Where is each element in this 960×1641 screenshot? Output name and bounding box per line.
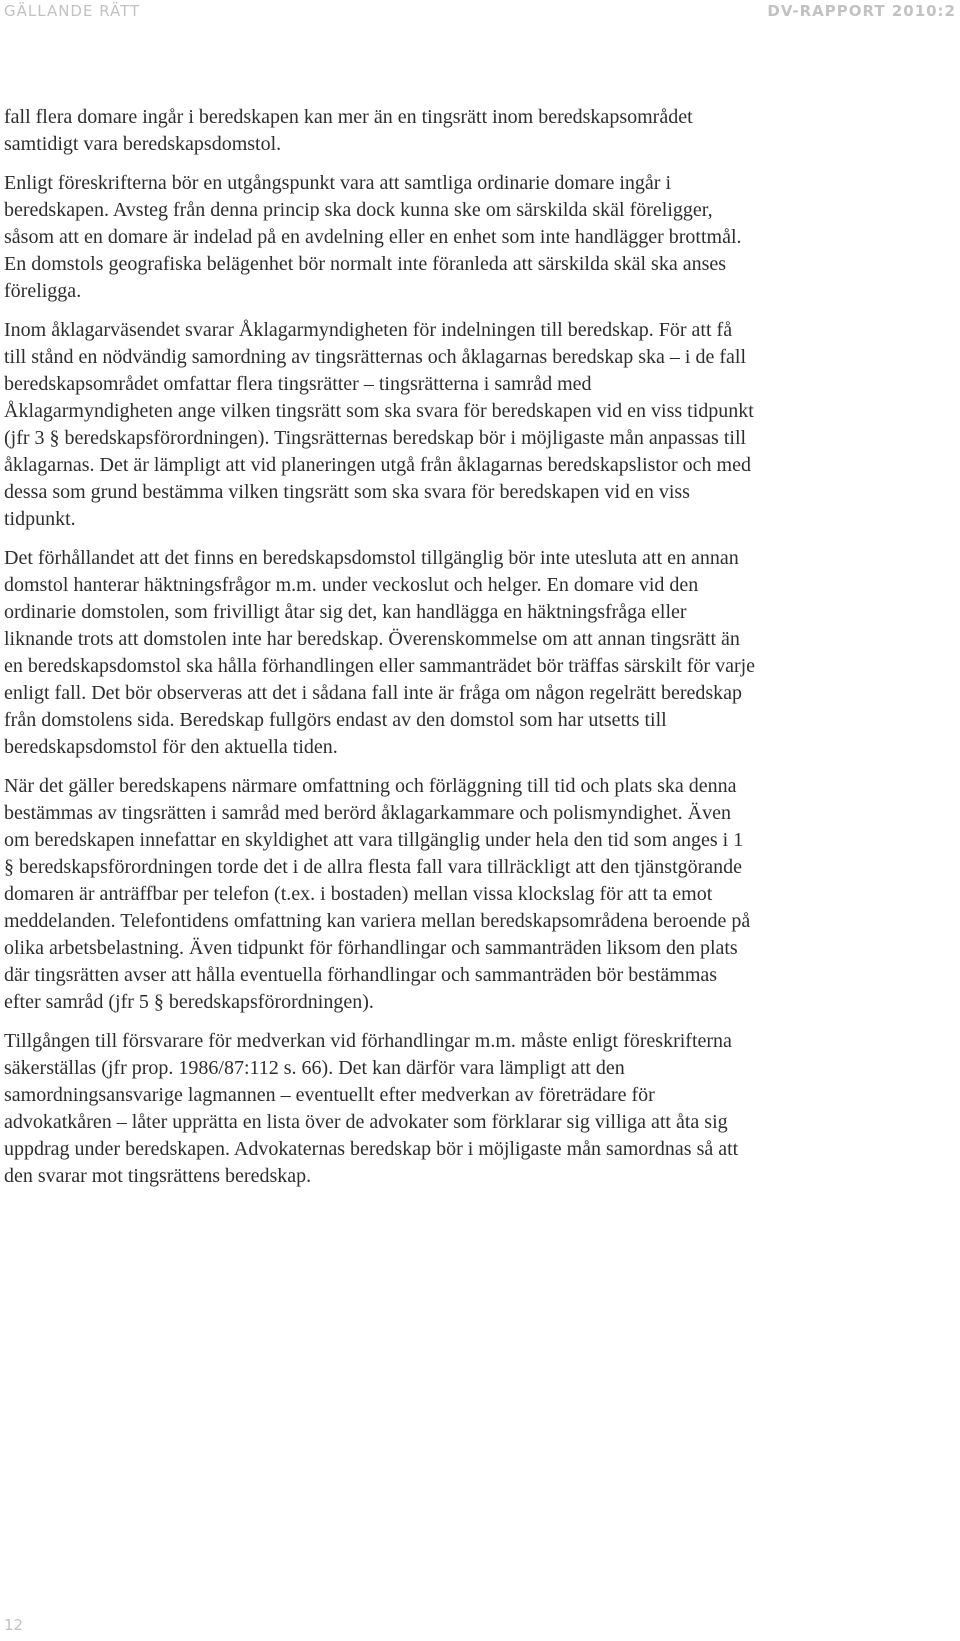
paragraph: Det förhållandet att det finns en beredskapsdomstol tillgänglig bör inte utesluta att en annan domstol hanterar häktningsfrågor m.m. under veckoslut och helger. En domare vid den ordinarie domstolen, som frivilligt åtar sig det, kan handlägga en häktningsfråga eller liknande trots att domstolen inte har beredskap. Överenskommelse om att annan tingsrätt än en beredskapsdomstol ska hålla förhandlingen eller sammanträdet bör träffas särskilt för varje enligt fall. Det bör observeras att det i sådana fall inte är fråga om någon regelrätt beredskap från domstolens sida. Beredskap fullgörs endast av den domstol som har utsetts till beredskapsdomstol för den aktuella tiden. [4, 547, 756, 758]
paragraph: När det gäller beredskapens närmare omfattning och förläggning till tid och plats ska denna bestämmas av tingsrätten i samråd med berörd åklagarkammare och polismyndighet. Även om beredskapen innefattar en skyldighet att vara tillgänglig under hela den tid som anges i 1 § beredskapsförordningen torde det i de allra flesta fall vara tillräckligt att den tjänstgörande domaren är anträffbar per telefon (t.ex. i bostaden) mellan vissa klockslag för att ta emot meddelanden. Telefontidens omfattning kan variera mellan beredskapsområdena beroende på olika arbetsbelastning. Även tidpunkt för förhandlingar och sammanträden liksom den plats där tingsrätten avser att hålla eventuella förhandlingar och sammanträden bör bestämmas efter samråd (jfr 5 § beredskapsförordningen). [4, 775, 751, 1013]
paragraph: Enligt föreskrifterna bör en utgångspunkt vara att samtliga ordinarie domare ingår i beredskapen. Avsteg från denna princip ska dock kunna ske om särskilda skäl föreligger, såsom att en domare är indelad på en avdelning eller en enhet som inte handlägger brottmål. En domstols geografiska belägenhet bör normalt inte föranleda att särskilda skäl ska anses föreligga. [4, 172, 742, 302]
paragraph: Inom åklagarväsendet svarar Åklagarmyndigheten för indelningen till beredskap. För att få till stånd en nödvändig samordning av tingsrätternas och åklagarnas beredskap ska – i de fall beredskapsområdet omfattar flera tingsrätter – tingsrätterna i samråd med Åklagarmyndigheten ange vilken tingsrätt som ska svara för beredskapen vid en viss tidpunkt (jfr 3 § beredskapsförordningen). Tingsrätternas beredskap bör i möjligaste mån anpassas till åklagarnas. Det är lämpligt att vid planeringen utgå från åklagarnas beredskapslistor och med dessa som grund bestämma vilken tingsrätt som ska svara för beredskapen vid en viss tidpunkt. [4, 319, 754, 530]
paragraph: Tillgången till försvarare för medverkan vid förhandlingar m.m. måste enligt föreskrifterna säkerställas (jfr prop. 1986/87:112 s. 66). Det kan därför vara lämpligt att den samordningsansvarige lagmannen – eventuellt efter medverkan av företrädare för advokatkåren – låter upprätta en lista över de advokater som förklarar sig villiga att åta sig uppdrag under beredskapen. Advokaternas beredskap bör i möjligaste mån samordnas så att den svarar mot tingsrättens beredskap. [4, 1030, 739, 1187]
running-header-report: DV-RAPPORT 2010:2 [767, 2, 956, 20]
page-number: 12 [4, 1616, 24, 1634]
running-header-section: GÄLLANDE RÄTT [4, 2, 141, 20]
body-text [4, 104, 756, 1202]
paragraph: fall flera domare ingår i beredskapen kan mer än en tingsrätt inom beredskapsområdet samtidigt vara beredskapsdomstol. [4, 106, 693, 155]
